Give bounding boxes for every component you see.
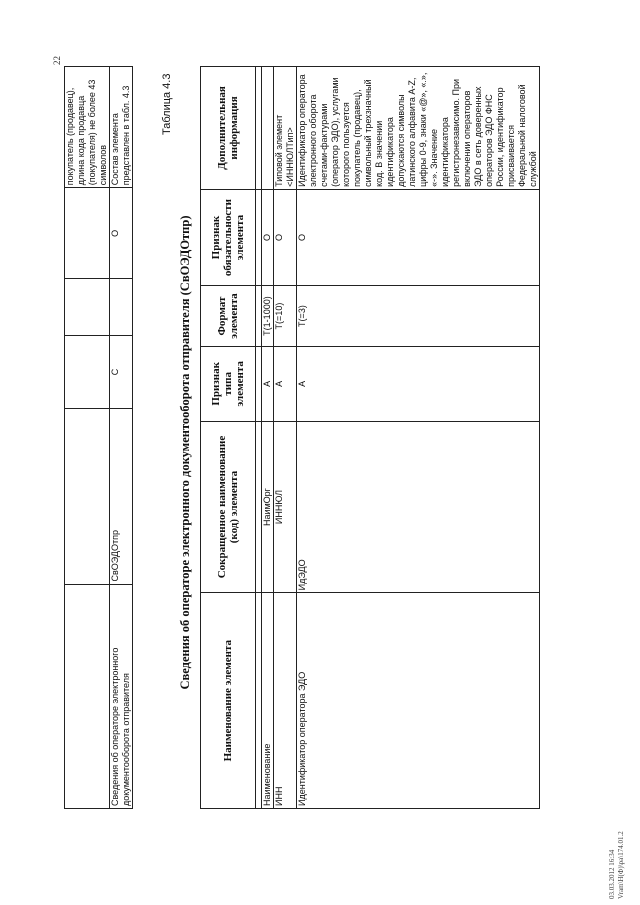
cell-type: А bbox=[274, 346, 297, 421]
cell-format: T(=3) bbox=[297, 286, 540, 347]
table-row bbox=[297, 67, 540, 809]
cell-mandatory bbox=[65, 188, 110, 279]
cell-type: А bbox=[297, 346, 540, 421]
cell-format: T(1-1000) bbox=[262, 286, 274, 347]
cell-name: ИНН bbox=[274, 593, 297, 809]
cell-name: Наименование bbox=[262, 593, 274, 809]
header-type: Признак типа элемента bbox=[201, 346, 256, 421]
stamp-line-1: 03.03.2012 16:34 bbox=[608, 849, 616, 899]
cell-info bbox=[262, 67, 274, 190]
cell-code: СвОЭДОтпр bbox=[110, 408, 133, 584]
table-row bbox=[274, 67, 297, 809]
elements-table bbox=[200, 66, 540, 809]
cell-mandatory: О bbox=[262, 189, 274, 285]
cell-name bbox=[65, 584, 110, 808]
cell-format: T(=10) bbox=[274, 286, 297, 347]
page-number: 22 bbox=[52, 56, 62, 65]
header-code: Сокращенное наименование (код) элемента bbox=[201, 421, 256, 593]
cell-code: ИННЮЛ bbox=[274, 421, 297, 593]
stamp-line-2: Vram\Н(Ф)\pa\174.01.2 bbox=[617, 831, 625, 899]
cell-code: НаимОрг bbox=[262, 421, 274, 593]
table-row bbox=[110, 67, 133, 809]
cell-name: Идентификатор оператора ЭДО bbox=[297, 593, 540, 809]
cell-info: покупатель (продавец), длина кода продавца (покупателя) не более 43 символов bbox=[65, 67, 110, 188]
cell-type bbox=[65, 336, 110, 408]
cell-mandatory: О bbox=[274, 189, 297, 285]
header-mandatory: Признак обязательности элемента bbox=[201, 189, 256, 285]
continuation-table bbox=[64, 66, 133, 809]
header-format: Формат элемента bbox=[201, 286, 256, 347]
table-row bbox=[262, 67, 274, 809]
cell-info: Типовой элемент <ИННЮЛТип> bbox=[274, 67, 297, 190]
table-row bbox=[65, 67, 110, 809]
cell-mandatory: О bbox=[297, 189, 540, 285]
cell-name: Сведения об операторе электронного документооборота отправителя bbox=[110, 584, 133, 808]
cell-type: С bbox=[110, 336, 133, 408]
header-row bbox=[201, 67, 256, 809]
cell-format bbox=[65, 279, 110, 336]
cell-code bbox=[65, 408, 110, 584]
table-title: Сведения об операторе электронного документооборота отправителя (СвОЭДОтпр) bbox=[178, 215, 192, 690]
header-name: Наименование элемента bbox=[201, 593, 256, 809]
cell-info: Состав элемента представлен в табл. 4.3 bbox=[110, 67, 133, 188]
cell-type: А bbox=[262, 346, 274, 421]
table-label: Таблица 4.3 bbox=[161, 73, 173, 135]
cell-info: Идентификатор оператора электронного оборота счетами-фактурами (оператор ЭДО), услугами которого пользуется покупатель (продавец), символьный трехзначный код. В значении идентификатора допускаются символы латинского алфавита A-Z, цифры 0-9, знаки «@», «.», «-». Значение идентификатора регистронезависимо. При включении операторов ЭДО в сеть доверенных операторов ЭДО ФНС России, идентификатор присваивается Федеральной налоговой службой bbox=[297, 67, 540, 190]
header-info: Дополнительная информация bbox=[201, 67, 256, 190]
cell-mandatory: О bbox=[110, 188, 133, 279]
cell-code: ИдЭДО bbox=[297, 421, 540, 593]
cell-format bbox=[110, 279, 133, 336]
print-stamp bbox=[608, 831, 626, 899]
